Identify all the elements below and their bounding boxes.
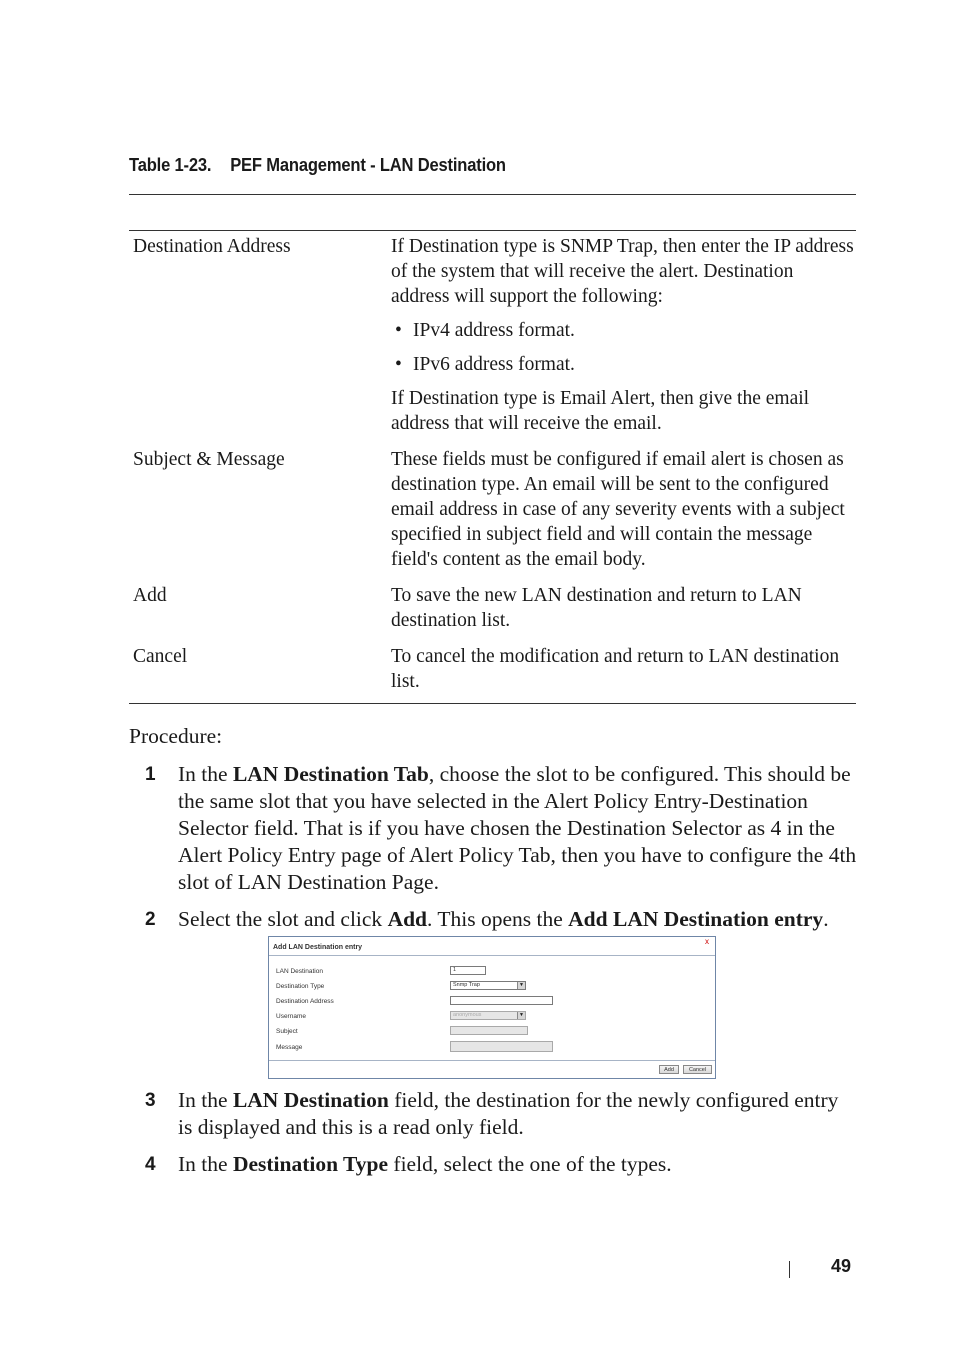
table-caption	[129, 155, 506, 176]
row-definition	[391, 234, 856, 436]
row-definition: To save the new LAN destination and return to LAN destination list.	[391, 585, 802, 631]
cancel-button[interactable]: Cancel	[683, 1065, 712, 1074]
step-text: In the Destination Type field, select the one of the types.	[178, 1152, 672, 1176]
subject-input	[450, 1026, 528, 1035]
row-term: Subject & Message	[133, 449, 285, 470]
destination-address-input[interactable]	[450, 996, 553, 1005]
row-term: Add	[133, 585, 167, 606]
table-header-rule	[129, 230, 856, 231]
step-text: Select the slot and click Add. This opens the Add LAN Destination entry.	[178, 907, 829, 931]
message-input	[450, 1041, 553, 1052]
table-number: Table 1-23.	[129, 155, 212, 175]
page-number: 49	[831, 1256, 852, 1276]
step-number: 4	[145, 1154, 156, 1175]
chevron-down-icon: ▼	[517, 1012, 525, 1019]
dialog-button-divider	[269, 1060, 715, 1061]
add-button[interactable]: Add	[659, 1065, 679, 1074]
field-label: LAN Destination	[276, 968, 323, 975]
add-lan-destination-dialog	[268, 936, 716, 1079]
field-label: Subject	[276, 1028, 298, 1035]
table-title: PEF Management - LAN Destination	[230, 155, 506, 175]
definition-text: If Destination type is SNMP Trap, then enter the IP address of the system that will receive the alert. Destination address will support the following:	[391, 236, 854, 307]
username-select: anonymous ▼	[450, 1011, 526, 1020]
row-term: Cancel	[133, 646, 188, 667]
row-term: Destination Address	[133, 236, 291, 257]
bullet-item: • IPv6 address format.	[395, 354, 575, 375]
table-bottom-rule	[129, 703, 856, 704]
table-top-rule	[129, 194, 856, 195]
chevron-down-icon: ▼	[517, 982, 525, 989]
procedure-label: Procedure:	[129, 724, 223, 748]
step-text: In the LAN Destination Tab, choose the slot to be configured. This should be the same slot that you have selected in the Alert Policy Entry-Destination Selector field. That is if you have chosen the Destination Selector as 4 in the Alert Policy Entry page of Alert Policy Tab, then you have to configure the 4th slot of LAN Destination Page.	[178, 762, 857, 894]
row-definition: These fields must be configured if email alert is chosen as destination type. An email will be sent to the configured email address in case of any severity events with a subject specified in subject field and will contain the message field's content as the email body.	[391, 449, 845, 570]
close-icon[interactable]: x	[705, 937, 709, 946]
field-label: Username	[276, 1013, 306, 1020]
field-label: Destination Address	[276, 998, 334, 1005]
footer-divider	[789, 1261, 790, 1278]
lan-destination-field: 1	[450, 966, 486, 975]
field-label: Message	[276, 1044, 303, 1051]
definition-text: If Destination type is Email Alert, then give the email address that will receive the email.	[391, 388, 810, 434]
step-text: In the LAN Destination field, the destination for the newly configured entry is displayed and this is a read only field.	[178, 1088, 839, 1139]
step-number: 2	[145, 909, 156, 930]
destination-type-select[interactable]: Snmp Trap ▼	[450, 981, 526, 990]
step-number: 3	[145, 1090, 156, 1111]
dialog-title: Add LAN Destination entry	[273, 944, 363, 951]
field-label: Destination Type	[276, 983, 325, 990]
row-definition: To cancel the modification and return to LAN destination list.	[391, 646, 840, 692]
bullet-item: • IPv4 address format.	[395, 320, 575, 341]
step-number: 1	[145, 764, 156, 785]
dialog-title-divider	[269, 955, 715, 956]
